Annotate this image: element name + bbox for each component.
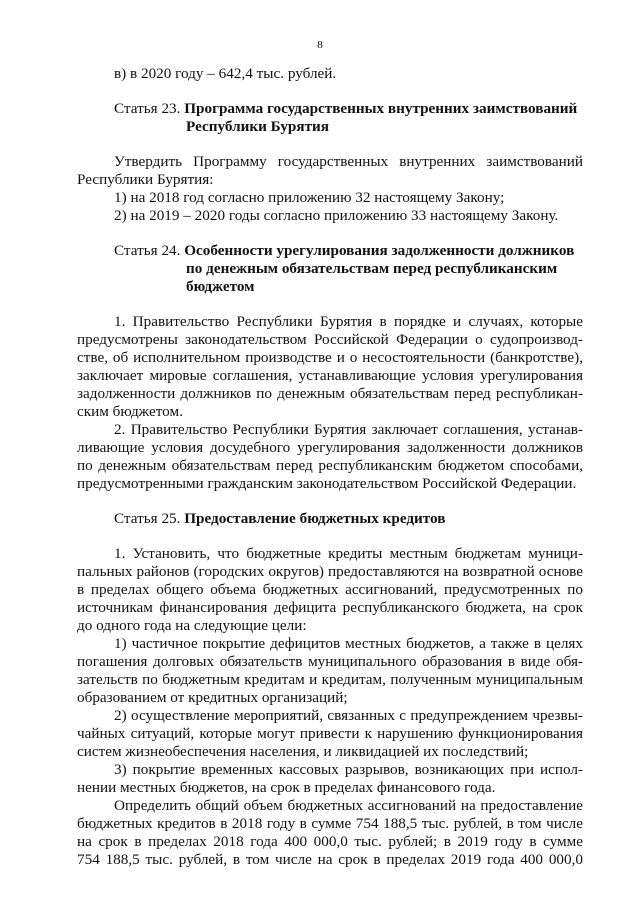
page-number: 8 [317, 39, 323, 51]
article-24-line: ливающие условия досудебного урегулирования задолженности должников [77, 439, 583, 456]
article-24-line: 2. Правительство Республики Бурятия заключает соглашения, устанав- [114, 421, 583, 438]
article-25-line: зательств по бюджетным кредитам и кредитам, полученным муниципальным [77, 671, 583, 688]
article-23-line: Утвердить Программу государственных внутренних заимствований [114, 153, 583, 170]
article-24-label: Статья 24. [114, 242, 181, 259]
intro-line: в) в 2020 году – 642,4 тыс. рублей. [114, 65, 337, 82]
article-23-line: 1) на 2018 год согласно приложению 32 настоящему Закону; [114, 189, 505, 206]
article-23-line: Республики Бурятия: [77, 171, 214, 188]
article-24-line: задолженности должников по денежным обязательствам перед республикан- [77, 385, 583, 402]
article-23-line: 2) на 2019 – 2020 годы согласно приложению 33 настоящему Закону. [114, 207, 559, 224]
article-25-label: Статья 25. [114, 510, 181, 527]
article-25-line: образованием от кредитных организаций; [77, 689, 348, 706]
article-24-line: заключает мировые соглашения, устанавливающие условия урегулирования [77, 367, 583, 384]
article-24-line: по денежным обязательствам перед республиканским бюджетом способами, [77, 457, 583, 474]
article-24-title-3: бюджетом [186, 278, 255, 295]
article-25-line: 2) осуществление мероприятий, связанных с предупреждением чрезвы- [114, 707, 583, 724]
article-24-line: предусмотрены законодательством Российской Федерации о судопроизвод- [77, 331, 583, 348]
article-25-line: нении местных бюджетов, на срок в пределах финансового года. [77, 779, 496, 796]
article-24-title-2: по денежным обязательствам перед республиканским [186, 260, 558, 277]
article-23-title-1: Программа государственных внутренних заимствований [184, 100, 578, 117]
article-24-heading [114, 242, 620, 260]
article-24-title-1: Особенности урегулирования задолженности должников [184, 242, 575, 259]
article-25-line: погашения долговых обязательств муниципального образования в виде обя- [77, 653, 583, 670]
article-24-line: предусмотренными гражданским законодательством Российской Федерации. [77, 475, 577, 492]
article-25-line: в пределах общего объема бюджетных ассигнований, предусмотренных по [77, 581, 583, 598]
article-24-line: ским бюджетом. [77, 403, 183, 420]
article-23-label: Статья 23. [114, 100, 181, 117]
article-25-line: до одного года на следующие цели: [77, 617, 307, 634]
article-23-heading [114, 100, 620, 118]
article-25-line: Определить общий объем бюджетных ассигнований на предоставление [114, 797, 583, 814]
article-25-line: источникам финансирования дефицита республиканского бюджета, на срок [77, 599, 583, 616]
article-24-line: стве, об исполнительном производстве и о несостоятельности (банкротстве), [77, 349, 583, 366]
article-25-line: на срок в пределах 2018 года 400 000,0 тыс. рублей; в 2019 году в сумме [77, 833, 583, 850]
article-25-line: пальных районов (городских округов) предоставляются на возвратной основе [77, 563, 583, 580]
article-23-title-2: Республики Бурятия [186, 118, 330, 135]
article-25-line: бюджетных кредитов в 2018 году в сумме 754 188,5 тыс. рублей, в том числе [77, 815, 583, 832]
article-25-line: 1. Установить, что бюджетные кредиты местным бюджетам муници- [114, 545, 583, 562]
article-25-line: систем жизнеобеспечения населения, и ликвидацией их последствий; [77, 743, 529, 760]
article-24-line: 1. Правительство Республики Бурятия в порядке и случаях, которые [114, 313, 583, 330]
article-25-line: 3) покрытие временных кассовых разрывов, возникающих при испол- [114, 761, 583, 778]
article-25-line: 1) частичное покрытие дефицитов местных бюджетов, а также в целях [114, 635, 583, 652]
article-25-title-1: Предоставление бюджетных кредитов [184, 510, 446, 527]
article-25-heading [114, 510, 620, 528]
article-25-line: чайных ситуаций, которые могут привести к нарушению функционирования [77, 725, 583, 742]
article-25-line: 754 188,5 тыс. рублей, в том числе на срок в пределах 2019 года 400 000,0 [77, 851, 583, 868]
